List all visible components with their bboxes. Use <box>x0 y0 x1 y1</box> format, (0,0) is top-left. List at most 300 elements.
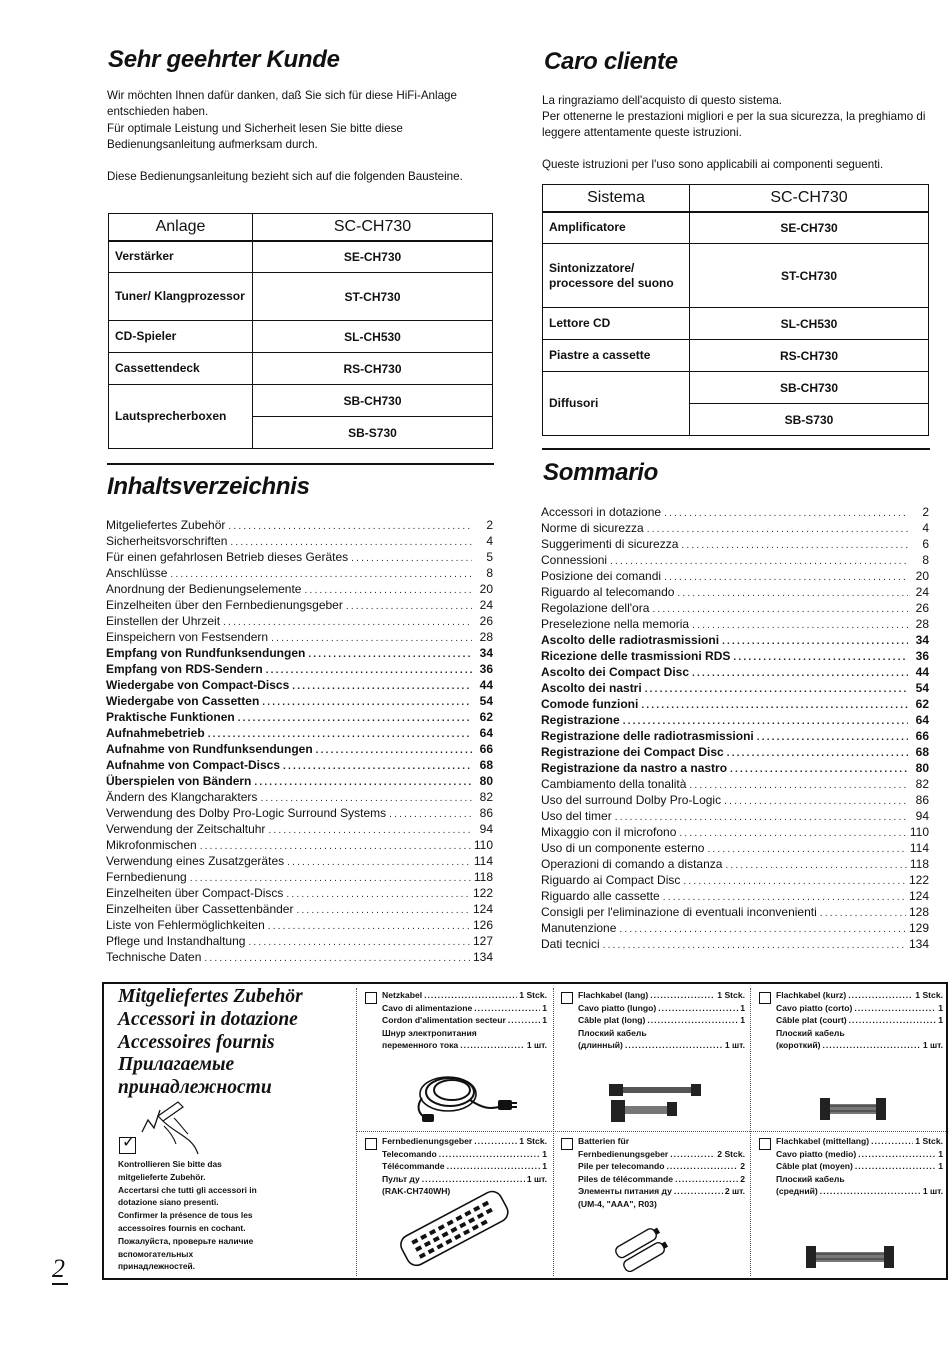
accessory-line <box>578 1185 745 1198</box>
accessory-line <box>382 1027 547 1040</box>
dot-leader <box>689 778 908 792</box>
it-table-head-right: SC-CH730 <box>690 185 929 212</box>
it-table-head-left: Sistema <box>543 185 690 212</box>
it-toc-page: 44 <box>915 665 929 679</box>
it-toc-page: 80 <box>915 761 929 775</box>
de-table-name: Lautsprecherboxen <box>109 385 253 449</box>
accessory-name: Плоский кабель <box>578 1027 647 1038</box>
it-toc-page: 86 <box>915 793 929 807</box>
accessories-note-line: Пожалуйста, проверьте наличие <box>118 1235 254 1246</box>
dot-leader <box>254 775 472 789</box>
dot-leader <box>820 906 906 920</box>
de-toc-page: 5 <box>486 550 493 564</box>
accessory-line <box>382 1148 547 1161</box>
de-toc-label: Einspeichern von Festsendern <box>106 630 269 644</box>
accessory-name: Шнур электропитания <box>382 1027 477 1038</box>
it-toc-entry <box>541 696 929 712</box>
it-toc-label: Operazioni di comando a distanza <box>541 857 723 871</box>
de-toc-page: 8 <box>486 566 493 580</box>
it-toc-page: 94 <box>915 809 929 823</box>
de-toc-label: Mitgeliefertes Zubehör <box>106 518 226 532</box>
accessory-quantity: 1 <box>542 1161 547 1172</box>
it-toc-page: 134 <box>908 937 929 951</box>
de-toc-label: Aufnahme von Compact-Discs <box>106 758 281 772</box>
it-table-name: Piastre a cassette <box>543 340 690 372</box>
dot-leader <box>652 602 908 616</box>
accessory-quantity: 1 <box>542 1002 547 1013</box>
it-toc-page: 124 <box>908 889 929 903</box>
accessory-line <box>578 1198 745 1211</box>
batteries-icon <box>612 1226 676 1272</box>
accessory-name: Элементы питания ду <box>578 1186 672 1197</box>
de-toc-page: 126 <box>472 918 493 932</box>
it-toc-page: 66 <box>915 729 929 743</box>
separator <box>750 988 751 1276</box>
de-toc-label: Mikrofonmischen <box>106 838 197 852</box>
de-toc-entry <box>106 805 493 821</box>
it-toc-label: Accessori in dotazione <box>541 505 662 519</box>
it-toc-entry <box>541 712 929 728</box>
accessory-name: Câble plat (moyen) <box>776 1161 853 1172</box>
it-toc-label: Comode funzioni <box>541 697 639 711</box>
it-toc-page: 110 <box>909 825 929 839</box>
page-number: 2 <box>52 1254 65 1283</box>
accessory-line <box>382 1135 547 1148</box>
de-toc-label: Sicherheitsvorschriften <box>106 534 228 548</box>
accessory-line <box>776 989 943 1002</box>
it-intro-p1: La ringraziamo dell'acquisto di questo sistema. <box>542 94 783 107</box>
dot-leader <box>625 1039 723 1052</box>
accessory-name: Câble plat (court) <box>776 1015 847 1026</box>
de-toc-label: Empfang von RDS-Sendern <box>106 662 263 676</box>
dot-leader <box>268 919 470 933</box>
de-toc-page: 127 <box>472 934 493 948</box>
de-toc-label: Verwendung des Dolby Pro-Logic Surround Systems <box>106 806 387 820</box>
de-heading: Sehr geehrter Kunde <box>108 46 340 73</box>
dot-leader <box>650 989 715 1002</box>
it-toc-page: 24 <box>915 585 929 599</box>
it-toc-label: Ascolto delle radiotrasmissioni <box>541 633 720 647</box>
power-cord-icon <box>410 1062 520 1124</box>
de-toc-page: 124 <box>472 902 493 916</box>
dot-leader <box>200 839 471 853</box>
accessories-note-line: Accertarsi che tutti gli accessori in <box>118 1184 257 1195</box>
de-toc-page: 82 <box>479 790 493 804</box>
dot-leader <box>675 1173 738 1186</box>
accessory-name: Cordon d'alimentation secteur <box>382 1015 506 1026</box>
it-toc-entry <box>541 536 929 552</box>
accessory-checkbox[interactable] <box>759 1138 771 1150</box>
flat-cable-long-icon <box>605 1080 705 1126</box>
accessory-line <box>776 1148 943 1161</box>
it-toc-entry <box>541 920 929 936</box>
accessory-line <box>382 989 547 1002</box>
accessory-line <box>776 1039 943 1052</box>
accessories-note-line: Confirmer la présence de tous les <box>118 1210 253 1221</box>
it-toc-entry <box>541 664 929 680</box>
dot-leader <box>666 1160 738 1173</box>
dot-leader <box>725 858 906 872</box>
it-table-name: Amplificatore <box>543 212 690 244</box>
dot-leader <box>677 586 908 600</box>
it-toc-label: Manutenzione <box>541 921 617 935</box>
de-toc-entry <box>106 789 493 805</box>
dot-leader <box>730 762 908 776</box>
dot-leader <box>855 1160 936 1173</box>
dot-leader <box>664 506 908 520</box>
it-toc-page: 6 <box>922 537 929 551</box>
de-toc-entry <box>106 773 493 789</box>
dot-leader <box>681 538 908 552</box>
de-toc-entry <box>106 517 493 533</box>
it-toc-page: 122 <box>908 873 929 887</box>
accessory-line <box>382 1039 547 1052</box>
dot-leader <box>692 618 908 632</box>
de-toc-entry <box>106 853 493 869</box>
de-table-name: Verstärker <box>109 241 253 273</box>
dot-leader <box>727 746 908 760</box>
accessories-title-ru-1: Прилагаемые <box>118 1054 235 1075</box>
it-toc-entry <box>541 584 929 600</box>
de-toc-page: 64 <box>479 726 493 740</box>
it-table-name: Lettore CD <box>543 308 690 340</box>
de-toc-page: 94 <box>479 822 493 836</box>
de-toc-page: 62 <box>479 710 493 724</box>
de-table-head-left: Anlage <box>109 214 253 241</box>
dot-leader <box>439 1148 540 1161</box>
accessory-quantity: 1 <box>938 1148 943 1159</box>
it-toc-page: 34 <box>915 633 929 647</box>
accessory-line <box>776 1014 943 1027</box>
de-toc-entry <box>106 645 493 661</box>
check-example-checkbox <box>119 1134 136 1154</box>
it-toc-rule <box>542 448 930 450</box>
dot-leader <box>854 1002 936 1015</box>
de-toc-entry <box>106 917 493 933</box>
accessory-quantity: 2 <box>740 1161 745 1172</box>
accessory-name: Плоский кабель <box>776 1027 845 1038</box>
it-toc-page: 36 <box>915 649 929 663</box>
dot-leader <box>664 570 908 584</box>
de-intro-p1: Wir möchten Ihnen dafür danken, daß Sie sich für diese HiFi-Anlage entschieden haben. <box>107 89 457 118</box>
it-toc-entry <box>541 760 929 776</box>
it-toc-entry <box>541 808 929 824</box>
it-toc-page: 68 <box>915 745 929 759</box>
de-table-model: SB-S730 <box>253 417 493 449</box>
dot-leader <box>296 903 470 917</box>
dot-leader <box>260 791 472 805</box>
it-toc-page: 64 <box>915 713 929 727</box>
it-toc-label: Connessioni <box>541 553 608 567</box>
it-toc-label: Uso di un componente esterno <box>541 841 705 855</box>
accessory-quantity: 1 шт. <box>922 1040 943 1051</box>
dot-leader <box>663 890 906 904</box>
dot-leader <box>262 695 472 709</box>
de-toc-entry <box>106 741 493 757</box>
accessory-quantity: 1 шт. <box>526 1040 547 1051</box>
dot-leader <box>757 730 908 744</box>
it-table-name: Sintonizzatore/ processore del suono <box>543 244 690 308</box>
dot-leader <box>619 922 906 936</box>
dot-leader <box>248 935 470 949</box>
dot-leader <box>610 554 908 568</box>
dot-leader <box>351 551 472 565</box>
it-table-model: ST-CH730 <box>690 244 929 308</box>
dot-leader <box>645 682 908 696</box>
dot-leader <box>707 842 906 856</box>
de-toc-page: 114 <box>473 854 493 868</box>
accessory-quantity: 1 шт. <box>526 1173 547 1184</box>
it-toc-page: 8 <box>922 553 929 567</box>
accessory-line <box>382 1160 547 1173</box>
it-toc-page: 118 <box>909 857 929 871</box>
de-toc-page: 118 <box>473 870 493 884</box>
de-toc-entry <box>106 885 493 901</box>
dot-leader <box>228 519 472 533</box>
separator <box>553 988 554 1276</box>
it-toc-page: 28 <box>915 617 929 631</box>
de-table-name: Cassettendeck <box>109 353 253 385</box>
it-intro-p3: Queste istruzioni per l'uso sono applicabili ai componenti seguenti. <box>542 158 884 171</box>
accessory-name: (короткий) <box>776 1040 821 1051</box>
dot-leader <box>722 634 908 648</box>
accessory-quantity: 1 Stck. <box>717 990 745 1000</box>
dot-leader <box>238 711 472 725</box>
it-toc-entry <box>541 824 929 840</box>
it-toc-entry <box>541 680 929 696</box>
it-toc-page: 128 <box>908 905 929 919</box>
de-toc-label: Ändern des Klangcharakters <box>106 790 258 804</box>
dot-leader <box>287 855 471 869</box>
de-table-model: ST-CH730 <box>253 273 493 321</box>
accessory-name: Batterien für <box>578 1136 630 1146</box>
de-toc-entry <box>106 837 493 853</box>
de-toc-label: Überspielen von Bändern <box>106 774 252 788</box>
it-toc-label: Riguardo alle cassette <box>541 889 660 903</box>
it-table-of-contents <box>541 504 929 952</box>
de-toc-entry <box>106 597 493 613</box>
dot-leader <box>848 989 913 1002</box>
separator <box>356 988 357 1276</box>
it-component-table <box>542 184 929 436</box>
it-toc-page: 20 <box>915 569 929 583</box>
dot-leader <box>474 1002 540 1015</box>
it-toc-entry <box>541 520 929 536</box>
de-toc-page: 20 <box>479 582 493 596</box>
it-toc-entry <box>541 872 929 888</box>
accessory-checkbox[interactable] <box>759 992 771 1004</box>
accessory-checkbox[interactable] <box>561 992 573 1004</box>
de-toc-label: Fernbedienung <box>106 870 187 884</box>
dot-leader <box>683 874 906 888</box>
de-toc-label: Liste von Fehlermöglichkeiten <box>106 918 265 932</box>
de-toc-page: 36 <box>479 662 493 676</box>
de-toc-page: 86 <box>479 806 493 820</box>
dot-leader <box>308 647 472 661</box>
de-toc-rule <box>107 463 494 465</box>
it-toc-label: Registrazione delle radiotrasmissioni <box>541 729 754 743</box>
remote-control-icon <box>388 1178 518 1278</box>
accessory-name: Cavo piatto (corto) <box>776 1002 853 1013</box>
dot-leader <box>170 567 472 581</box>
flat-cable-short-icon <box>820 1094 886 1124</box>
dot-leader <box>679 826 906 840</box>
accessory-name: Câble plat (long) <box>578 1015 646 1026</box>
it-toc-entry <box>541 936 929 952</box>
accessory-line <box>578 1173 745 1186</box>
accessory-quantity: 1 Stck. <box>519 1136 547 1146</box>
dot-leader <box>647 522 908 536</box>
accessory-line <box>776 1173 943 1186</box>
it-heading: Caro cliente <box>544 48 678 75</box>
de-component-table <box>108 213 493 449</box>
accessories-note-line: принадлежностей. <box>118 1261 196 1272</box>
it-toc-entry <box>541 600 929 616</box>
accessory-line <box>776 1135 943 1148</box>
de-toc-page: 54 <box>479 694 493 708</box>
it-toc-label: Riguardo al telecomando <box>541 585 675 599</box>
dot-leader <box>849 1014 937 1027</box>
accessory-quantity: 1 <box>938 1002 943 1013</box>
it-toc-label: Uso del timer <box>541 809 612 823</box>
dot-leader <box>283 759 472 773</box>
it-toc-page: 62 <box>915 697 929 711</box>
it-toc-entry <box>541 632 929 648</box>
accessory-line <box>578 1160 745 1173</box>
it-toc-page: 54 <box>915 681 929 695</box>
it-toc-page: 2 <box>922 505 929 519</box>
de-toc-page: 122 <box>472 886 493 900</box>
de-toc-page: 134 <box>472 950 493 964</box>
it-toc-label: Consigli per l'eliminazione di eventuali inconvenienti <box>541 905 817 919</box>
flat-cable-medium-icon <box>806 1242 894 1272</box>
de-toc-page: 80 <box>479 774 493 788</box>
de-table-name: Tuner/ Klangprozessor <box>109 273 253 321</box>
accessory-name: (длинный) <box>578 1040 623 1051</box>
dot-leader <box>208 727 472 741</box>
de-toc-label: Einzelheiten über Compact-Discs <box>106 886 284 900</box>
de-toc-label: Aufnahmebetrieb <box>106 726 205 740</box>
dot-leader <box>271 631 472 645</box>
it-toc-entry <box>541 568 929 584</box>
accessory-name: Piles de télécommande <box>578 1173 674 1184</box>
dot-leader <box>460 1039 525 1052</box>
it-toc-label: Ricezione delle trasmissioni RDS <box>541 649 731 663</box>
accessory-quantity: 2 <box>740 1173 745 1184</box>
de-toc-label: Verwendung der Zeitschaltuhr <box>106 822 266 836</box>
accessory-checkbox[interactable] <box>561 1138 573 1150</box>
de-toc-label: Anschlüsse <box>106 566 168 580</box>
accessories-title-it: Accessori in dotazione <box>118 1009 298 1030</box>
it-toc-label: Dati tecnici <box>541 937 600 951</box>
accessories-note <box>118 1158 288 1273</box>
accessory-quantity: 1 <box>938 1161 943 1172</box>
dot-leader <box>316 743 472 757</box>
it-toc-entry <box>541 904 929 920</box>
accessory-name: Flachkabel (mittellang) <box>776 1136 870 1146</box>
dot-leader <box>641 698 908 712</box>
it-toc-entry <box>541 616 929 632</box>
accessory-name: Telecomando <box>382 1148 437 1159</box>
accessory-name: Cavo piatto (medio) <box>776 1148 857 1159</box>
de-table-model: RS-CH730 <box>253 353 493 385</box>
accessory-line <box>776 1027 943 1040</box>
accessory-quantity: 1 <box>740 1002 745 1013</box>
accessory-line <box>578 1039 745 1052</box>
it-intro-p2: Per ottenerne le prestazioni migliori e per la sua sicurezza, la preghiamo di leggere attentamente queste istruzioni. <box>542 110 926 139</box>
dot-leader <box>658 1002 738 1015</box>
separator <box>356 1131 946 1132</box>
it-table-model: SB-CH730 <box>690 372 929 404</box>
accessory-checkbox[interactable] <box>365 1138 377 1150</box>
it-toc-label: Ascolto dei nastri <box>541 681 642 695</box>
it-table-name: Diffusori <box>543 372 690 436</box>
accessory-line <box>578 1014 745 1027</box>
it-toc-page: 129 <box>908 921 929 935</box>
it-toc-page: 114 <box>909 841 929 855</box>
dot-leader <box>670 1148 715 1161</box>
de-toc-page: 2 <box>486 518 493 532</box>
it-toc-label: Preselezione nella memoria <box>541 617 690 631</box>
de-toc-label: Technische Daten <box>106 950 202 964</box>
accessory-quantity: 1 <box>938 1015 943 1026</box>
it-toc-label: Mixaggio con il microfono <box>541 825 677 839</box>
de-toc-entry <box>106 613 493 629</box>
de-toc-page: 68 <box>479 758 493 772</box>
accessory-quantity: 1 <box>740 1015 745 1026</box>
de-toc-label: Einstellen der Uhrzeit <box>106 614 221 628</box>
accessory-checkbox[interactable] <box>365 992 377 1004</box>
it-toc-heading: Sommario <box>543 459 658 486</box>
accessory-line <box>382 1014 547 1027</box>
accessory-name: Cavo di alimentazione <box>382 1002 473 1013</box>
accessory-name: Flachkabel (lang) <box>578 990 649 1000</box>
accessory-line <box>776 1160 943 1173</box>
de-toc-page: 110 <box>473 838 493 852</box>
it-toc-label: Posizione dei comandi <box>541 569 662 583</box>
dot-leader <box>286 887 470 901</box>
de-table-name: CD-Spieler <box>109 321 253 353</box>
de-toc-entry <box>106 821 493 837</box>
it-toc-entry <box>541 504 929 520</box>
it-table-model: SL-CH530 <box>690 308 929 340</box>
accessories-note-line: mitgelieferte Zubehör. <box>118 1171 206 1182</box>
dot-leader <box>304 583 472 597</box>
de-toc-label: Wiedergabe von Cassetten <box>106 694 260 708</box>
it-toc-entry <box>541 552 929 568</box>
accessory-quantity: 2 шт. <box>724 1186 745 1197</box>
de-toc-heading: Inhaltsverzeichnis <box>107 473 310 500</box>
de-toc-label: Pflege und Instandhaltung <box>106 934 246 948</box>
it-toc-label: Ascolto dei Compact Disc <box>541 665 690 679</box>
it-toc-label: Suggerimenti di sicurezza <box>541 537 679 551</box>
de-toc-entry <box>106 533 493 549</box>
de-toc-label: Anordnung der Bedienungselemente <box>106 582 302 596</box>
accessory-name: переменного тока <box>382 1040 459 1051</box>
accessory-line <box>578 1027 745 1040</box>
it-toc-entry <box>541 856 929 872</box>
it-toc-entry <box>541 776 929 792</box>
de-toc-label: Einzelheiten über Cassettenbänder <box>106 902 294 916</box>
accessory-name: Пульт ду <box>382 1173 420 1184</box>
dot-leader <box>223 615 472 629</box>
accessories-note-line: dotazione siano presenti. <box>118 1197 219 1208</box>
pen-checkmark-icon <box>134 1098 204 1156</box>
de-table-model: SB-CH730 <box>253 385 493 417</box>
accessory-quantity: 1 шт. <box>922 1186 943 1197</box>
accessory-name: Flachkabel (kurz) <box>776 990 847 1000</box>
dot-leader <box>823 1039 921 1052</box>
